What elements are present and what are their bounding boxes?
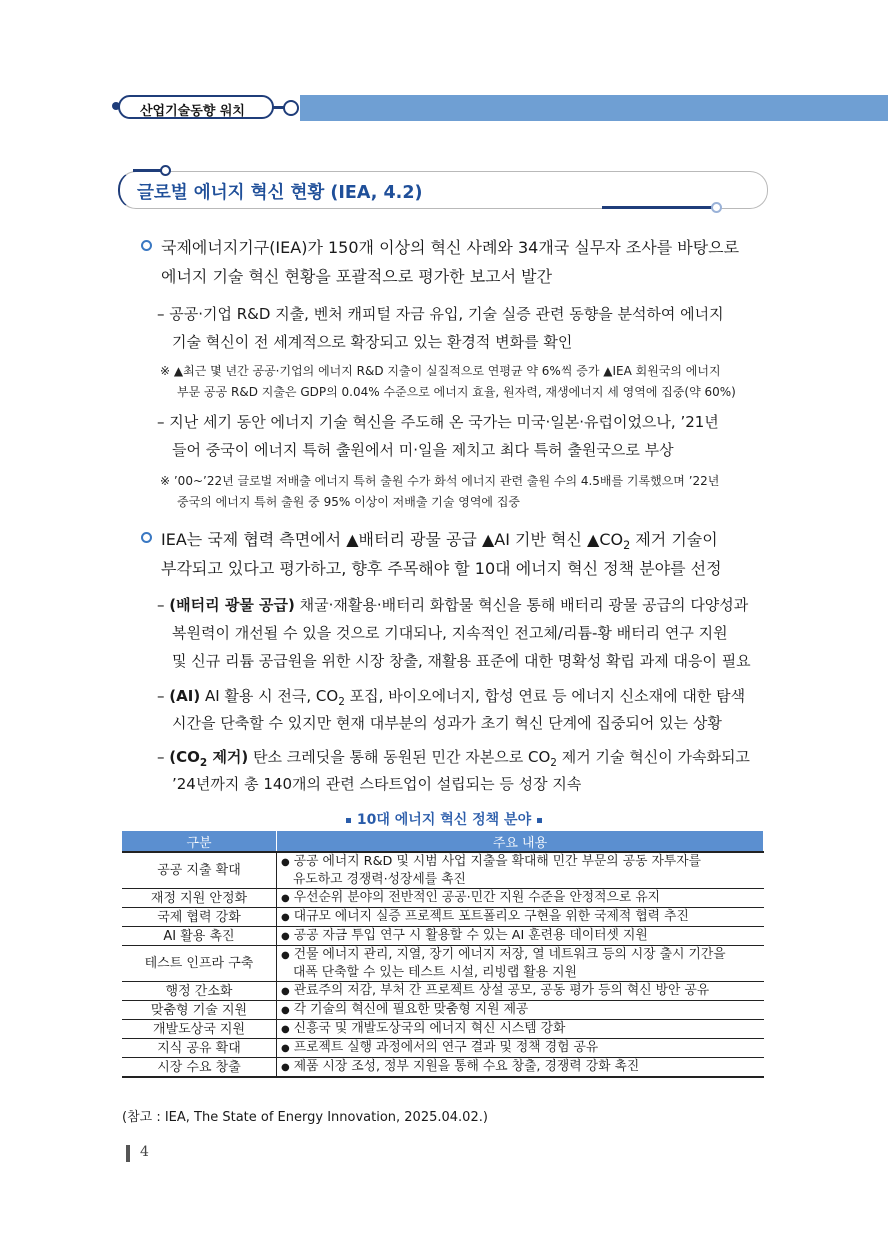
row-content-line: 유도하고 경쟁력·성장세를 촉진 [293, 872, 466, 887]
row-category: 맞춤형 기술 지원 [122, 1001, 277, 1020]
row-content [277, 908, 764, 927]
p2-line-1: IEA는 국제 협력 측면에서 ▲배터리 광물 공급 ▲AI 기반 혁신 $▲CO_2$ 제거 기술이 [161, 530, 718, 553]
p2-sub3-line-1: – ($CO_2$ 제거) 탄소 크레딧을 통해 동원된 민간 자본으로 $CO_2$ 제거 기술 혁신이 가속화되고 [157, 748, 750, 769]
bullet-dot-icon: ● [281, 893, 290, 904]
p1-note2-line-1: ※ ’00~’22년 글로벌 저배출 에너지 특허 출원 수가 화석 에너지 관련 출원 수의 4.5배를 기록했으며 ’22년 [160, 474, 720, 488]
policy-table [122, 831, 764, 1078]
table-header-category: 구분 [122, 831, 277, 852]
row-content [277, 1058, 764, 1078]
row-content-line: ● 건물 에너지 관리, 지열, 장기 에너지 저장, 열 네트워크 등의 시장 출시 기간을 [281, 947, 726, 962]
table-row [122, 982, 764, 1001]
table-row [122, 908, 764, 927]
p1-sub2-line-1: – 지난 세기 동안 에너지 기술 혁신을 주도해 온 국가는 미국·일본·유럽이었으나, ’21년 [157, 413, 719, 431]
row-content [277, 946, 764, 982]
bullet-dot-icon: ● [281, 1024, 290, 1035]
section-box-dot-end [711, 202, 722, 213]
p1-sub2-line-2: 들어 중국이 에너지 특허 출원에서 미·일을 제치고 최다 특허 출원국으로 부상 [172, 441, 674, 459]
bullet-dot-icon: ● [281, 986, 290, 997]
p1-sub1-line-2: 기술 혁신이 전 세계적으로 확장되고 있는 환경적 변화를 확인 [172, 333, 573, 351]
row-category: 재정 지원 안정화 [122, 889, 277, 908]
row-content-line: ● 공공 자금 투입 연구 시 활용할 수 있는 AI 훈련용 데이터셋 지원 [281, 928, 648, 943]
row-category: 테스트 인프라 구축 [122, 946, 277, 982]
header-circle [283, 100, 299, 116]
bullet-dot-icon: ● [281, 1043, 290, 1054]
page-number: 4 [140, 1144, 149, 1160]
row-category: 국제 협력 강화 [122, 908, 277, 927]
section-title: 글로벌 에너지 혁신 현황 (IEA, 4.2) [137, 183, 423, 203]
section-box-dot [160, 165, 171, 176]
row-content-line: ● 제품 시장 조성, 정부 지원을 통해 수요 창출, 경쟁력 강화 촉진 [281, 1059, 640, 1074]
bullet-dot-icon: ● [281, 1005, 290, 1016]
row-content-line: ● 대규모 에너지 실증 프로젝트 포트폴리오 구현을 위한 국제적 협력 추진 [281, 909, 689, 924]
table-row [122, 852, 764, 889]
row-category: 개발도상국 지원 [122, 1020, 277, 1039]
bullet-dot-icon: ● [281, 1062, 290, 1073]
row-content-line: ● 관료주의 저감, 부처 간 프로젝트 상설 공모, 공동 평가 등의 혁신 방안 공유 [281, 983, 710, 998]
p1-note2-line-2: 중국의 에너지 특허 출원 중 95% 이상이 저배출 기술 영역에 집중 [177, 495, 521, 509]
table-row [122, 1058, 764, 1078]
caption-square-icon [346, 818, 351, 823]
table-row [122, 1001, 764, 1020]
p1-line-1: 국제에너지기구(IEA)가 150개 이상의 혁신 사례와 34개국 실무자 조사를 바탕으로 [161, 238, 740, 257]
bullet-dot-icon: ● [281, 857, 290, 868]
caption-square-icon [537, 818, 542, 823]
row-category: 지식 공유 확대 [122, 1039, 277, 1058]
reference-note: (참고 : IEA, The State of Energy Innovation, 2025.04.02.) [122, 1110, 488, 1125]
p2-sub2-line-1: – (AI) AI 활용 시 전극, $CO_2$ 포집, 바이오에너지, 합성 연료 등 에너지 신소재에 대한 탐색 [157, 687, 746, 708]
bullet-dot-icon: ● [281, 931, 290, 942]
section-box-accent-top [133, 169, 163, 172]
bullet-dot-icon: ● [281, 912, 290, 923]
row-category: 시장 수요 창출 [122, 1058, 277, 1078]
p2-sub1-line-3: 및 신규 리튬 공급원을 위한 시장 창출, 재활용 표준에 대한 명확성 확립 과제 대응이 필요 [172, 652, 751, 670]
row-content [277, 1001, 764, 1020]
table-row [122, 1020, 764, 1039]
p2-line-2: 부각되고 있다고 평가하고, 향후 주목해야 할 10대 에너지 혁신 정책 분야를 선정 [161, 559, 722, 578]
row-content [277, 1039, 764, 1058]
bullet-circle-icon [141, 240, 152, 251]
table-row [122, 1039, 764, 1058]
row-content-line: 대폭 단축할 수 있는 테스트 시설, 리빙랩 활용 지원 [293, 965, 577, 980]
p1-note1-line-1: ※ ▲최근 몇 년간 공공·기업의 에너지 R&D 지출이 실질적으로 연평균 약 6%씩 증가 ▲IEA 회원국의 에너지 [160, 364, 721, 378]
p2-sub1-line-2: 복원력이 개선될 수 있을 것으로 기대되나, 지속적인 전고체/리튬-황 배터리 연구 지원 [172, 624, 728, 642]
row-content-line: ● 프로젝트 실행 과정에서의 연구 결과 및 정책 경험 공유 [281, 1040, 599, 1055]
row-content-line: ● 신흥국 및 개발도상국의 에너지 혁신 시스템 강화 [281, 1021, 566, 1036]
p2-sub3-line-2: ’24년까지 총 140개의 관련 스타트업이 설립되는 등 성장 지속 [172, 775, 582, 793]
table-row [122, 946, 764, 982]
row-category: 공공 지출 확대 [122, 852, 277, 889]
section-box-accent-bottom [602, 206, 714, 209]
row-content [277, 982, 764, 1001]
row-content [277, 927, 764, 946]
bullet-circle-icon [141, 532, 152, 543]
p1-note1-line-2: 부문 공공 R&D 지출은 GDP의 0.04% 수준으로 에너지 효율, 원자력, 재생에너지 세 영역에 집중(약 60%) [177, 385, 736, 399]
row-content-line: ● 공공 에너지 R&D 및 시범 사업 지출을 확대해 민간 부문의 공동 자투자를 [281, 854, 701, 869]
p1-line-2: 에너지 기술 혁신 현황을 포괄적으로 평가한 보고서 발간 [161, 267, 553, 286]
p1-sub1-line-1: – 공공·기업 R&D 지출, 벤처 캐피털 자금 유입, 기술 실증 관련 동향을 분석하여 에너지 [157, 305, 724, 323]
row-content [277, 852, 764, 889]
row-content [277, 1020, 764, 1039]
header-section-label: 산업기술동향 워치 [140, 104, 245, 119]
table-header-content: 주요 내용 [277, 831, 764, 852]
page-number-bar [126, 1145, 130, 1162]
table-row [122, 889, 764, 908]
row-content [277, 889, 764, 908]
p2-sub1-line-1: – (배터리 광물 공급) 채굴·재활용·배터리 화합물 혁신을 통해 배터리 광물 공급의 다양성과 [157, 596, 749, 614]
table-caption: 10대 에너지 혁신 정책 분야 [0, 809, 888, 829]
row-category: 행정 간소화 [122, 982, 277, 1001]
bullet-dot-icon: ● [281, 950, 290, 961]
table-row [122, 927, 764, 946]
row-content-line: ● 우선순위 분야의 전반적인 공공·민간 지원 수준을 안정적으로 유지 [281, 890, 661, 905]
row-category: AI 활용 촉진 [122, 927, 277, 946]
header-band [300, 95, 888, 121]
p2-sub2-line-2: 시간을 단축할 수 있지만 현재 대부분의 성과가 초기 혁신 단계에 집중되어 있는 상황 [172, 714, 722, 732]
header-label-box [118, 95, 274, 119]
row-content-line: ● 각 기술의 혁신에 필요한 맞춤형 지원 제공 [281, 1002, 529, 1017]
